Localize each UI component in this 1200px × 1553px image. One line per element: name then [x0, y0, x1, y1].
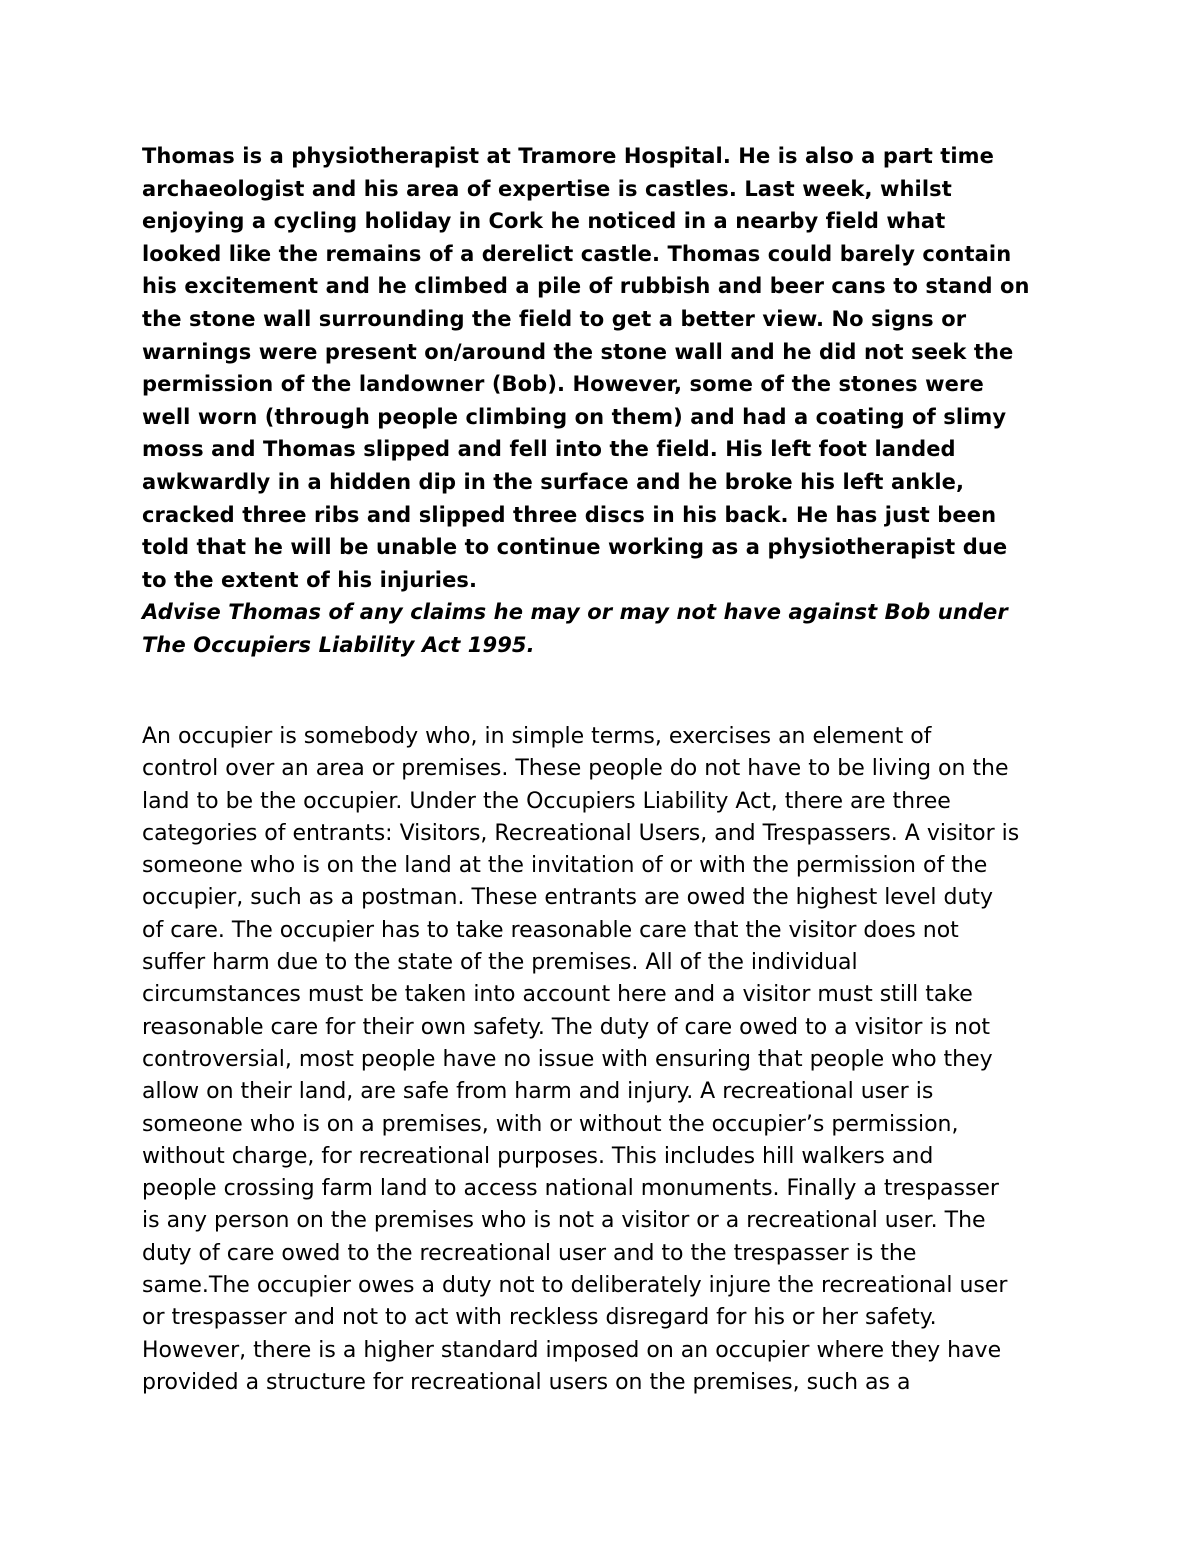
answer-line: allow on their land, are safe from harm and injury. A recreational user is — [142, 1079, 934, 1105]
prompt-line: Advise Thomas of any claims he may or may not have against Bob under — [142, 600, 1008, 625]
scenario-line: enjoying a cycling holiday in Cork he noticed in a nearby field what — [142, 209, 946, 234]
question-prompt — [142, 596, 1072, 661]
scenario-line: looked like the remains of a derelict castle. Thomas could barely contain — [142, 241, 1012, 266]
problem-question — [142, 140, 1072, 662]
answer-line: of care. The occupier has to take reasonable care that the visitor does not — [142, 917, 959, 943]
answer-line: someone who is on a premises, with or without the occupier’s permission, — [142, 1111, 959, 1137]
scenario-line: warnings were present on/around the stone wall and he did not seek the — [142, 339, 1014, 364]
scenario-line: to the extent of his injuries. — [142, 567, 478, 592]
scenario-line: moss and Thomas slipped and fell into the field. His left foot landed — [142, 437, 956, 462]
scenario-line: cracked three ribs and slipped three discs in his back. He has just been — [142, 502, 997, 527]
answer-line: reasonable care for their own safety. The duty of care owed to a visitor is not — [142, 1014, 991, 1040]
answer-line: duty of care owed to the recreational user and to the trespasser is the — [142, 1240, 917, 1266]
answer-line: categories of entrants: Visitors, Recreational Users, and Trespassers. A visitor is — [142, 820, 1020, 846]
answer-line: suffer harm due to the state of the premises. All of the individual — [142, 950, 858, 976]
answer-line: someone who is on the land at the invitation of or with the permission of the — [142, 853, 988, 879]
scenario-line: told that he will be unable to continue working as a physiotherapist due — [142, 535, 1008, 560]
scenario-line: Thomas is a physiotherapist at Tramore Hospital. He is also a part time — [142, 144, 995, 168]
scenario-line: the stone wall surrounding the field to get a better view. No signs or — [142, 306, 967, 331]
answer-line: An occupier is somebody who, in simple terms, exercises an element of — [142, 724, 932, 749]
problem-scenario — [142, 140, 1072, 596]
answer-line: or trespasser and not to act with reckless disregard for his or her safety. — [142, 1305, 937, 1331]
answer-line: controversial, most people have no issue with ensuring that people who they — [142, 1046, 993, 1072]
answer-line: occupier, such as a postman. These entrants are owed the highest level duty — [142, 885, 994, 911]
answer-line: same.The occupier owes a duty not to deliberately injure the recreational user — [142, 1273, 1008, 1299]
answer-line: However, there is a higher standard imposed on an occupier where they have — [142, 1337, 1002, 1363]
scenario-line: his excitement and he climbed a pile of rubbish and beer cans to stand on — [142, 274, 1030, 299]
answer-line: land to be the occupier. Under the Occupiers Liability Act, there are three — [142, 788, 951, 814]
answer-line: without charge, for recreational purposes. This includes hill walkers and — [142, 1143, 934, 1169]
answer-text — [142, 721, 1072, 1399]
answer-line: provided a structure for recreational users on the premises, such as a — [142, 1369, 911, 1395]
answer-line: circumstances must be taken into account here and a visitor must still take — [142, 982, 973, 1008]
scenario-line: awkwardly in a hidden dip in the surface and he broke his left ankle, — [142, 469, 965, 494]
scenario-line: permission of the landowner (Bob). However, some of the stones were — [142, 372, 984, 397]
prompt-line: The Occupiers Liability Act 1995. — [142, 632, 535, 657]
scenario-line: well worn (through people climbing on them) and had a coating of slimy — [142, 404, 1007, 429]
answer-line: people crossing farm land to access national monuments. Finally a trespasser — [142, 1176, 999, 1202]
scenario-line: archaeologist and his area of expertise is castles. Last week, whilst — [142, 176, 952, 201]
answer-line: is any person on the premises who is not a visitor or a recreational user. The — [142, 1208, 986, 1234]
answer-line: control over an area or premises. These people do not have to be living on the — [142, 756, 1009, 782]
